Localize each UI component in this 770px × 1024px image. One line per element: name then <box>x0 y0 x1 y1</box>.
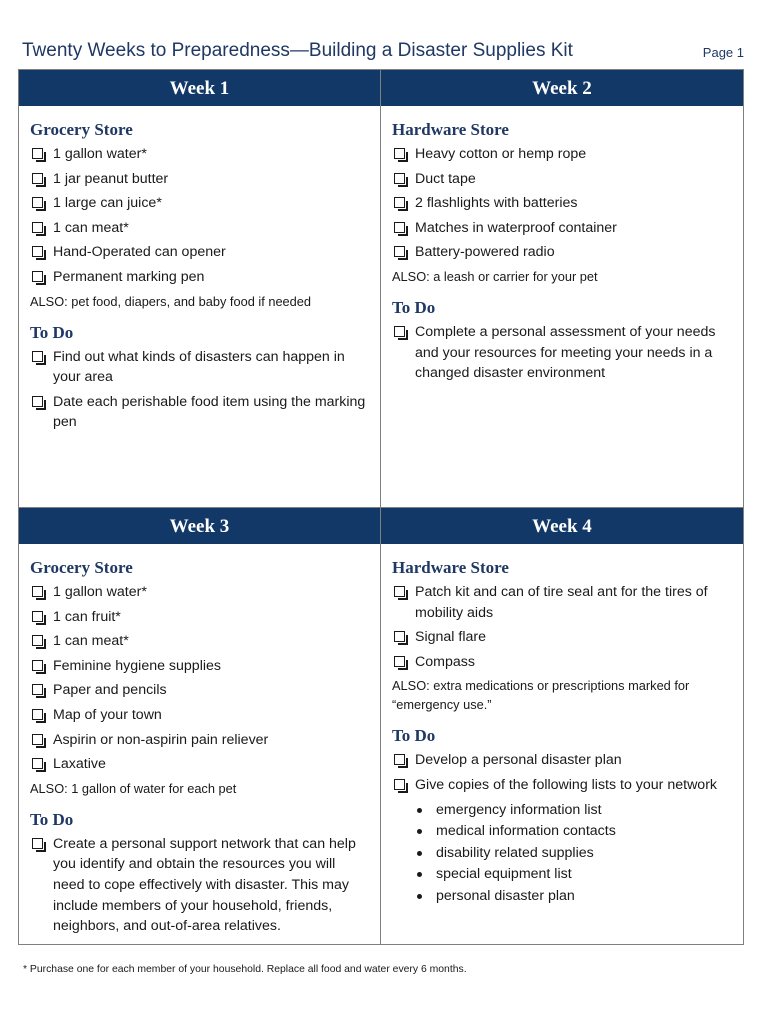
checkbox-icon[interactable] <box>394 148 405 159</box>
item-label: Aspirin or non-aspirin pain reliever <box>53 731 269 748</box>
week-3-todo-list <box>30 834 370 937</box>
checklist-item <box>392 193 733 214</box>
bullet-icon <box>417 829 422 834</box>
checkbox-icon[interactable] <box>32 222 43 233</box>
bullet-item <box>414 886 733 908</box>
checkbox-icon[interactable] <box>394 197 405 208</box>
checkbox-icon[interactable] <box>32 351 43 362</box>
weeks-grid <box>18 69 744 945</box>
week-4-body <box>381 544 743 907</box>
bullet-icon <box>417 808 422 813</box>
week-4-network-lists <box>392 800 733 908</box>
week-1-header: Week 1 <box>19 70 380 106</box>
checkbox-icon[interactable] <box>32 758 43 769</box>
checkbox-icon[interactable] <box>32 611 43 622</box>
item-label: 1 gallon water* <box>53 584 147 600</box>
checkbox-icon[interactable] <box>32 660 43 671</box>
week-3-header: Week 3 <box>19 508 380 544</box>
week-4-todo-list <box>392 750 733 795</box>
page-number: Page 1 <box>702 45 744 60</box>
week-1-shopping-list <box>30 144 370 288</box>
item-label: Matches in waterproof container <box>415 219 617 236</box>
bullet-label: personal disaster plan <box>436 887 575 904</box>
checklist-item <box>392 627 733 648</box>
bullet-icon <box>417 851 422 856</box>
checklist-item <box>30 267 370 288</box>
week-4-todo-title: To Do <box>392 726 436 746</box>
checklist-item <box>30 242 370 263</box>
checkbox-icon[interactable] <box>32 271 43 282</box>
checkbox-icon[interactable] <box>32 838 43 849</box>
todo-label: Develop a personal disaster plan <box>415 752 622 769</box>
item-label: 1 can meat* <box>53 633 129 650</box>
checkbox-icon[interactable] <box>32 734 43 745</box>
item-label: Feminine hygiene supplies <box>53 657 221 674</box>
checkbox-icon[interactable] <box>32 635 43 646</box>
checkbox-icon[interactable] <box>394 246 405 257</box>
checklist-item <box>392 144 733 165</box>
week-1-todo-list <box>30 347 370 433</box>
item-label: Patch kit and can of tire seal ant for the tires of mobility aids <box>415 584 708 621</box>
checkbox-icon[interactable] <box>32 396 43 407</box>
item-label: Laxative <box>53 756 106 773</box>
checklist-item <box>392 652 733 673</box>
item-label: 2 flashlights with batteries <box>415 195 578 212</box>
checkbox-icon[interactable] <box>32 586 43 597</box>
week-1-body <box>19 106 380 433</box>
bullet-label: medical information contacts <box>436 823 616 840</box>
week-1-store-title: Grocery Store <box>30 120 133 139</box>
checkbox-icon[interactable] <box>32 684 43 695</box>
item-label: Compass <box>415 653 475 670</box>
checklist-item <box>30 730 370 751</box>
week-4-header: Week 4 <box>381 508 743 544</box>
todo-item <box>30 392 370 433</box>
week-3-shopping-list <box>30 582 370 775</box>
item-label: Heavy cotton or hemp rope <box>415 146 587 162</box>
checklist-item <box>392 242 733 263</box>
week-4-shopping-list <box>392 582 733 672</box>
checkbox-icon[interactable] <box>394 779 405 790</box>
bullet-label: emergency information list <box>436 801 602 818</box>
checkbox-icon[interactable] <box>32 246 43 257</box>
week-3-cell <box>19 508 381 945</box>
week-2-shopping-list <box>392 144 733 263</box>
checklist-item <box>30 631 370 652</box>
week-3-store-title: Grocery Store <box>30 558 133 577</box>
footnote: * Purchase one for each member of your household. Replace all food and water every 6 months. <box>23 964 467 975</box>
checkbox-icon[interactable] <box>394 173 405 184</box>
bullet-item <box>414 800 733 822</box>
week-1-also-note: ALSO: pet food, diapers, and baby food if needed <box>30 293 312 309</box>
week-2-cell <box>381 70 743 507</box>
bullet-item <box>414 821 733 843</box>
bullet-label: special equipment list <box>436 866 572 883</box>
checklist-item <box>30 680 370 701</box>
item-label: Battery-powered radio <box>415 244 555 261</box>
checklist-item <box>30 144 370 165</box>
todo-item <box>392 775 733 796</box>
todo-item <box>392 750 733 771</box>
todo-label: Create a personal support network that can help you identify and obtain the resources you will need to cope effectively with disaster. This may include members of your household, friends, neighbors, and out-of-area relatives. <box>53 835 356 935</box>
item-label: 1 jar peanut butter <box>53 170 169 187</box>
week-2-store-title: Hardware Store <box>392 120 509 139</box>
grid-row-1 <box>19 70 743 507</box>
item-label: 1 can fruit* <box>53 608 121 625</box>
checkbox-icon[interactable] <box>394 586 405 597</box>
item-label: Paper and pencils <box>53 682 167 699</box>
item-label: 1 large can juice* <box>53 195 162 212</box>
checkbox-icon[interactable] <box>32 197 43 208</box>
checkbox-icon[interactable] <box>394 754 405 765</box>
checklist-item <box>30 582 370 603</box>
item-label: Permanent marking pen <box>53 268 205 285</box>
todo-item <box>30 347 370 388</box>
checkbox-icon[interactable] <box>32 148 43 159</box>
item-label: 1 gallon water* <box>53 146 147 162</box>
item-label: 1 can meat* <box>53 219 129 236</box>
week-3-body <box>19 544 380 937</box>
todo-label: Find out what kinds of disasters can happen in your area <box>53 348 345 386</box>
checklist-item <box>392 218 733 239</box>
checklist-item <box>30 218 370 239</box>
bullet-icon <box>417 872 422 877</box>
bullet-label: disability related supplies <box>436 844 594 861</box>
bullet-item <box>414 864 733 886</box>
bullet-icon <box>417 894 422 899</box>
grid-row-2 <box>19 507 743 945</box>
todo-item <box>392 322 733 384</box>
week-4-also-note: ALSO: extra medications or prescriptions marked for “emergency use.” <box>392 678 690 713</box>
checklist-item <box>30 193 370 214</box>
checklist-item <box>392 169 733 190</box>
checkbox-icon[interactable] <box>394 656 405 667</box>
bullet-item <box>414 843 733 865</box>
checklist-item <box>30 705 370 726</box>
todo-label: Date each perishable food item using the marking pen <box>53 393 366 431</box>
week-4-cell <box>381 508 743 945</box>
week-1-cell <box>19 70 381 507</box>
week-2-todo-list <box>392 322 733 384</box>
todo-label: Give copies of the following lists to your network <box>415 776 718 793</box>
week-1-todo-title: To Do <box>30 322 74 342</box>
todo-item <box>30 834 370 937</box>
checklist-item <box>30 607 370 628</box>
checkbox-icon[interactable] <box>394 326 405 337</box>
document-title: Twenty Weeks to Preparedness—Building a Disaster Supplies Kit <box>22 40 573 61</box>
item-label: Map of your town <box>53 706 162 723</box>
week-4-store-title: Hardware Store <box>392 558 509 577</box>
checklist-item <box>392 582 733 623</box>
checklist-item <box>30 754 370 775</box>
todo-label: Complete a personal assessment of your needs and your resources for meeting your needs in a changed disaster environment <box>415 323 716 382</box>
checkbox-icon[interactable] <box>32 173 43 184</box>
item-label: Duct tape <box>415 170 476 187</box>
item-label: Hand-Operated can opener <box>53 244 226 261</box>
week-2-todo-title: To Do <box>392 297 436 317</box>
week-2-also-note: ALSO: a leash or carrier for your pet <box>392 268 598 284</box>
checklist-item <box>30 656 370 677</box>
item-label: Signal flare <box>415 629 486 646</box>
week-2-body <box>381 106 743 384</box>
checkbox-icon[interactable] <box>394 631 405 642</box>
checkbox-icon[interactable] <box>394 222 405 233</box>
checkbox-icon[interactable] <box>32 709 43 720</box>
week-2-header: Week 2 <box>381 70 743 106</box>
week-3-todo-title: To Do <box>30 809 74 829</box>
page-header <box>22 38 744 66</box>
week-3-also-note: ALSO: 1 gallon of water for each pet <box>30 780 237 796</box>
checklist-item <box>30 169 370 190</box>
